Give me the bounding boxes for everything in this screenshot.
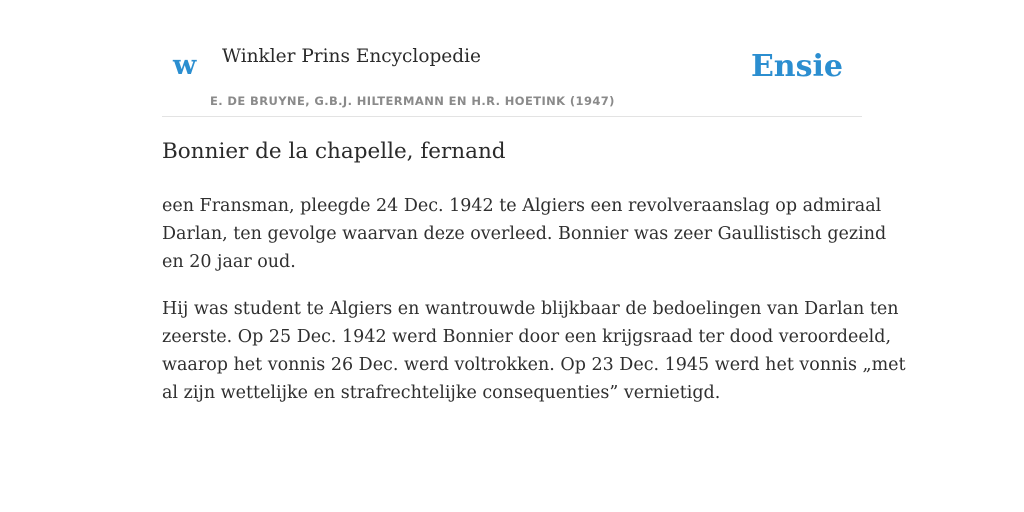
ensie-brand-link[interactable]: Ensie — [750, 49, 843, 84]
paragraph-line: waarop het vonnis 26 Dec. werd voltrokken. Op 23 Dec. 1945 werd het vonnis „met — [162, 355, 906, 375]
encyclopedia-logo-icon: w — [173, 50, 197, 81]
paragraph-line: en 20 jaar oud. — [162, 252, 296, 272]
paragraph-line: een Fransman, pleegde 24 Dec. 1942 te Algiers een revolveraanslag op admiraal — [162, 196, 882, 216]
paragraph-line: al zijn wettelijke en strafrechtelijke consequenties” vernietigd. — [162, 383, 721, 403]
entry-title: Bonnier de la chapelle, fernand — [162, 139, 506, 164]
page-container — [162, 0, 906, 403]
source-header — [162, 0, 862, 117]
paragraph-line: Hij was student te Algiers en wantrouwde blijkbaar de bedoelingen van Darlan ten — [162, 299, 899, 319]
source-authors: E. DE BRUYNE, G.B.J. HILTERMANN EN H.R. HOETINK (1947) — [210, 94, 615, 108]
source-title: Winkler Prins Encyclopedie — [222, 46, 481, 67]
paragraph-line: Darlan, ten gevolge waarvan deze overleed. Bonnier was zeer Gaullistisch gezind — [162, 224, 887, 244]
paragraph-line: zeerste. Op 25 Dec. 1942 werd Bonnier door een krijgsraad ter dood veroordeeld, — [162, 327, 892, 347]
entry-paragraph — [162, 192, 887, 276]
entry-paragraph — [162, 295, 906, 407]
